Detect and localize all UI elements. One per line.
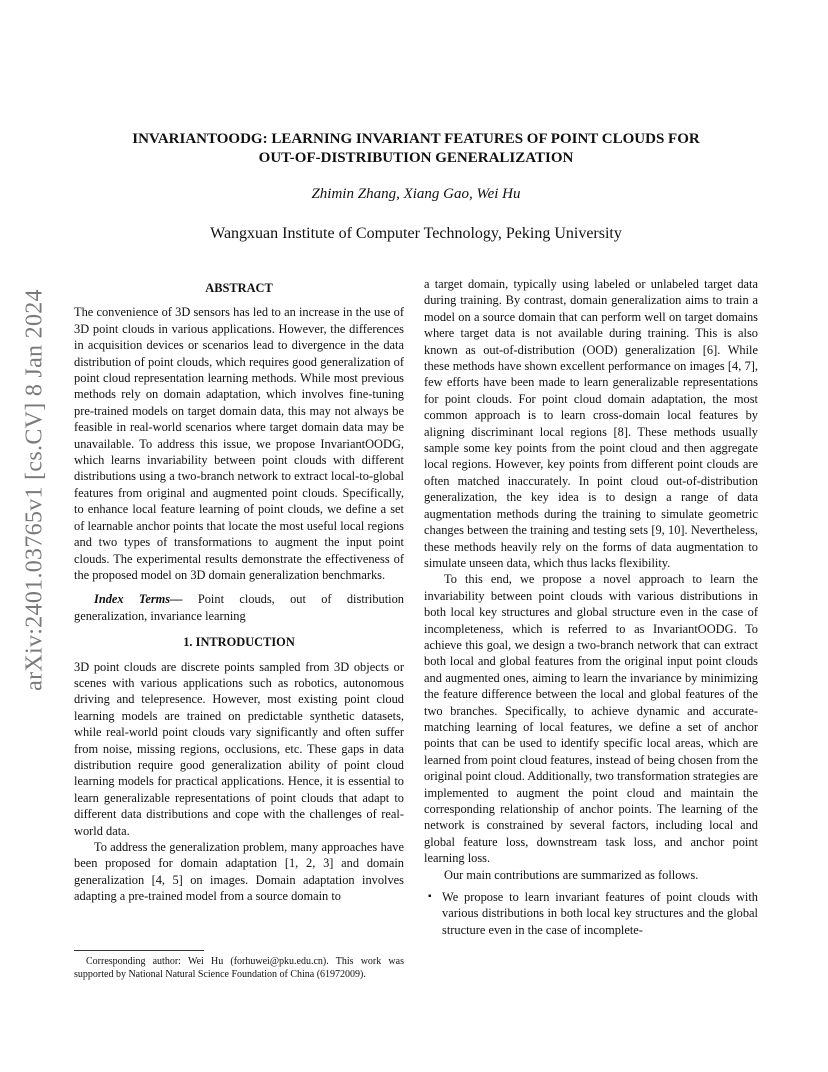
affiliation: Wangxuan Institute of Computer Technology, Peking University: [210, 225, 622, 242]
index-terms: [74, 591, 404, 624]
intro-paragraph-1: 3D point clouds are discrete points sampled from 3D objects or scenes with various applications such as robotics, autonomous driving and telepresence. However, most existing point cloud learning models are trained on predictable synthetic datasets, while real-world point clouds vary significantly and often suffer from noise, missing regions, occlusions, etc. These gaps in data distribution require good generalization ability of point cloud learning models for practical applications. Hence, it is essential to learn generalizable representations of point clouds that adapt to different data distributions and cope with the challenges of real-world data.: [74, 659, 404, 838]
intro-paragraph-3: a target domain, typically using labeled or unlabeled target data during training. By contrast, domain generalization aims to train a model on a source domain that can perform well on target domains where target data is not available during training. This is also known as out-of-distribution (OOD) generalization [6]. While these methods have shown excellent performance on images [4, 7], few efforts have been made to learn generalizable representations for point clouds. For point cloud domain adaptation, the most common approach is to learn cross-domain local features by aligning discriminant local regions [8]. These methods usually sample some key points from the point cloud and then aggregate local regions. However, key points from different point clouds are often matched inaccurately. In point cloud out-of-distribution generalization, the key idea is to design a range of data augmentation methods during the training to simulate geometric changes between the training and testing sets [9, 10]. Nevertheless, these methods heavily rely on the forms of data augmentation to simulate unseen data, which thus lacks flexibility.: [424, 277, 758, 570]
left-column: [74, 280, 404, 905]
right-column: [424, 276, 758, 938]
contributions-list: [424, 889, 758, 938]
title-line-2: OUT-OF-DISTRIBUTION GENERALIZATION: [258, 150, 574, 166]
arxiv-id: arXiv:2401.03765v1 [cs.CV] 8 Jan 2024: [21, 289, 48, 691]
introduction-heading: 1. INTRODUCTION: [183, 635, 295, 650]
index-terms-text: Point clouds, out of distribution generalization, invariance learning: [74, 592, 404, 623]
footnote: Corresponding author: Wei Hu (forhuwei@pku.edu.cn). This work was supported by National Natural Science Foundation of China (61972009).: [74, 956, 404, 980]
author-list: Zhimin Zhang, Xiang Gao, Wei Hu: [311, 186, 521, 202]
index-terms-label: Index Terms—: [94, 592, 183, 607]
abstract-heading: ABSTRACT: [205, 281, 273, 295]
intro-paragraph-4: To this end, we propose a novel approach to learn the invariability between point clouds with various distributions in both local key structures and global structure even in the case of incompleteness, which is referred to as InvariantOODG. To achieve this goal, we design a two-branch network that can extract both local and global features from the original input point clouds and augmented ones, aiming to learn the invariance by minimizing the feature difference between the local and global features of the two branches. Specifically, to achieve dynamic and accurate-matching learning of local features, we define a set of anchor points that can be used to identify specific local areas, which are learned from point cloud features, instead of being chosen from the original point cloud. Additionally, two transformation strategies are implemented to augment the point cloud and maintain the corresponding relationship of anchor points. The learning of the network is constrained by several factors, including local and global feature loss, downstream task loss, and anchor point learning loss.: [424, 572, 759, 866]
intro-paragraph-5: Our main contributions are summarized as follows.: [444, 867, 699, 882]
arxiv-sidebar-stamp: [10, 290, 60, 690]
paper-title: [74, 130, 758, 168]
list-item: ▪ We propose to learn invariant features of point clouds with various distributions in both local key structures and the global structure even in the case of incomplete-: [442, 889, 758, 938]
title-line-1: INVARIANTOODG: LEARNING INVARIANT FEATURES OF POINT CLOUDS FOR: [132, 131, 700, 147]
abstract-text: The convenience of 3D sensors has led to an increase in the use of 3D point clouds in various applications. However, the differences in acquisition devices or scenarios lead to divergence in the data distribution of point clouds, which requires good generalization of point cloud representation learning methods. While most previous methods rely on domain adaptation, which involves fine-tuning pre-trained models on target domain data, this may not always be feasible in real-world scenarios where target domain data may be unavailable. To address this issue, we propose InvariantOODG, which learns invariability between point clouds with different distributions using a two-branch network to extract local-to-global features from original and augmented point clouds. Specifically, to enhance local feature learning of point clouds, we define a set of learnable anchor points that locate the most useful local regions and two types of transformations to augment the input point clouds. The experimental results demonstrate the effectiveness of the proposed model on 3D domain generalization benchmarks.: [74, 305, 404, 582]
footnote-divider: [74, 950, 204, 951]
intro-paragraph-2: To address the generalization problem, many approaches have been proposed for domain adaptation [1, 2, 3] and domain generalization [4, 5] on images. Domain adaptation involves adapting a pre-trained model from a source domain to: [74, 840, 404, 904]
